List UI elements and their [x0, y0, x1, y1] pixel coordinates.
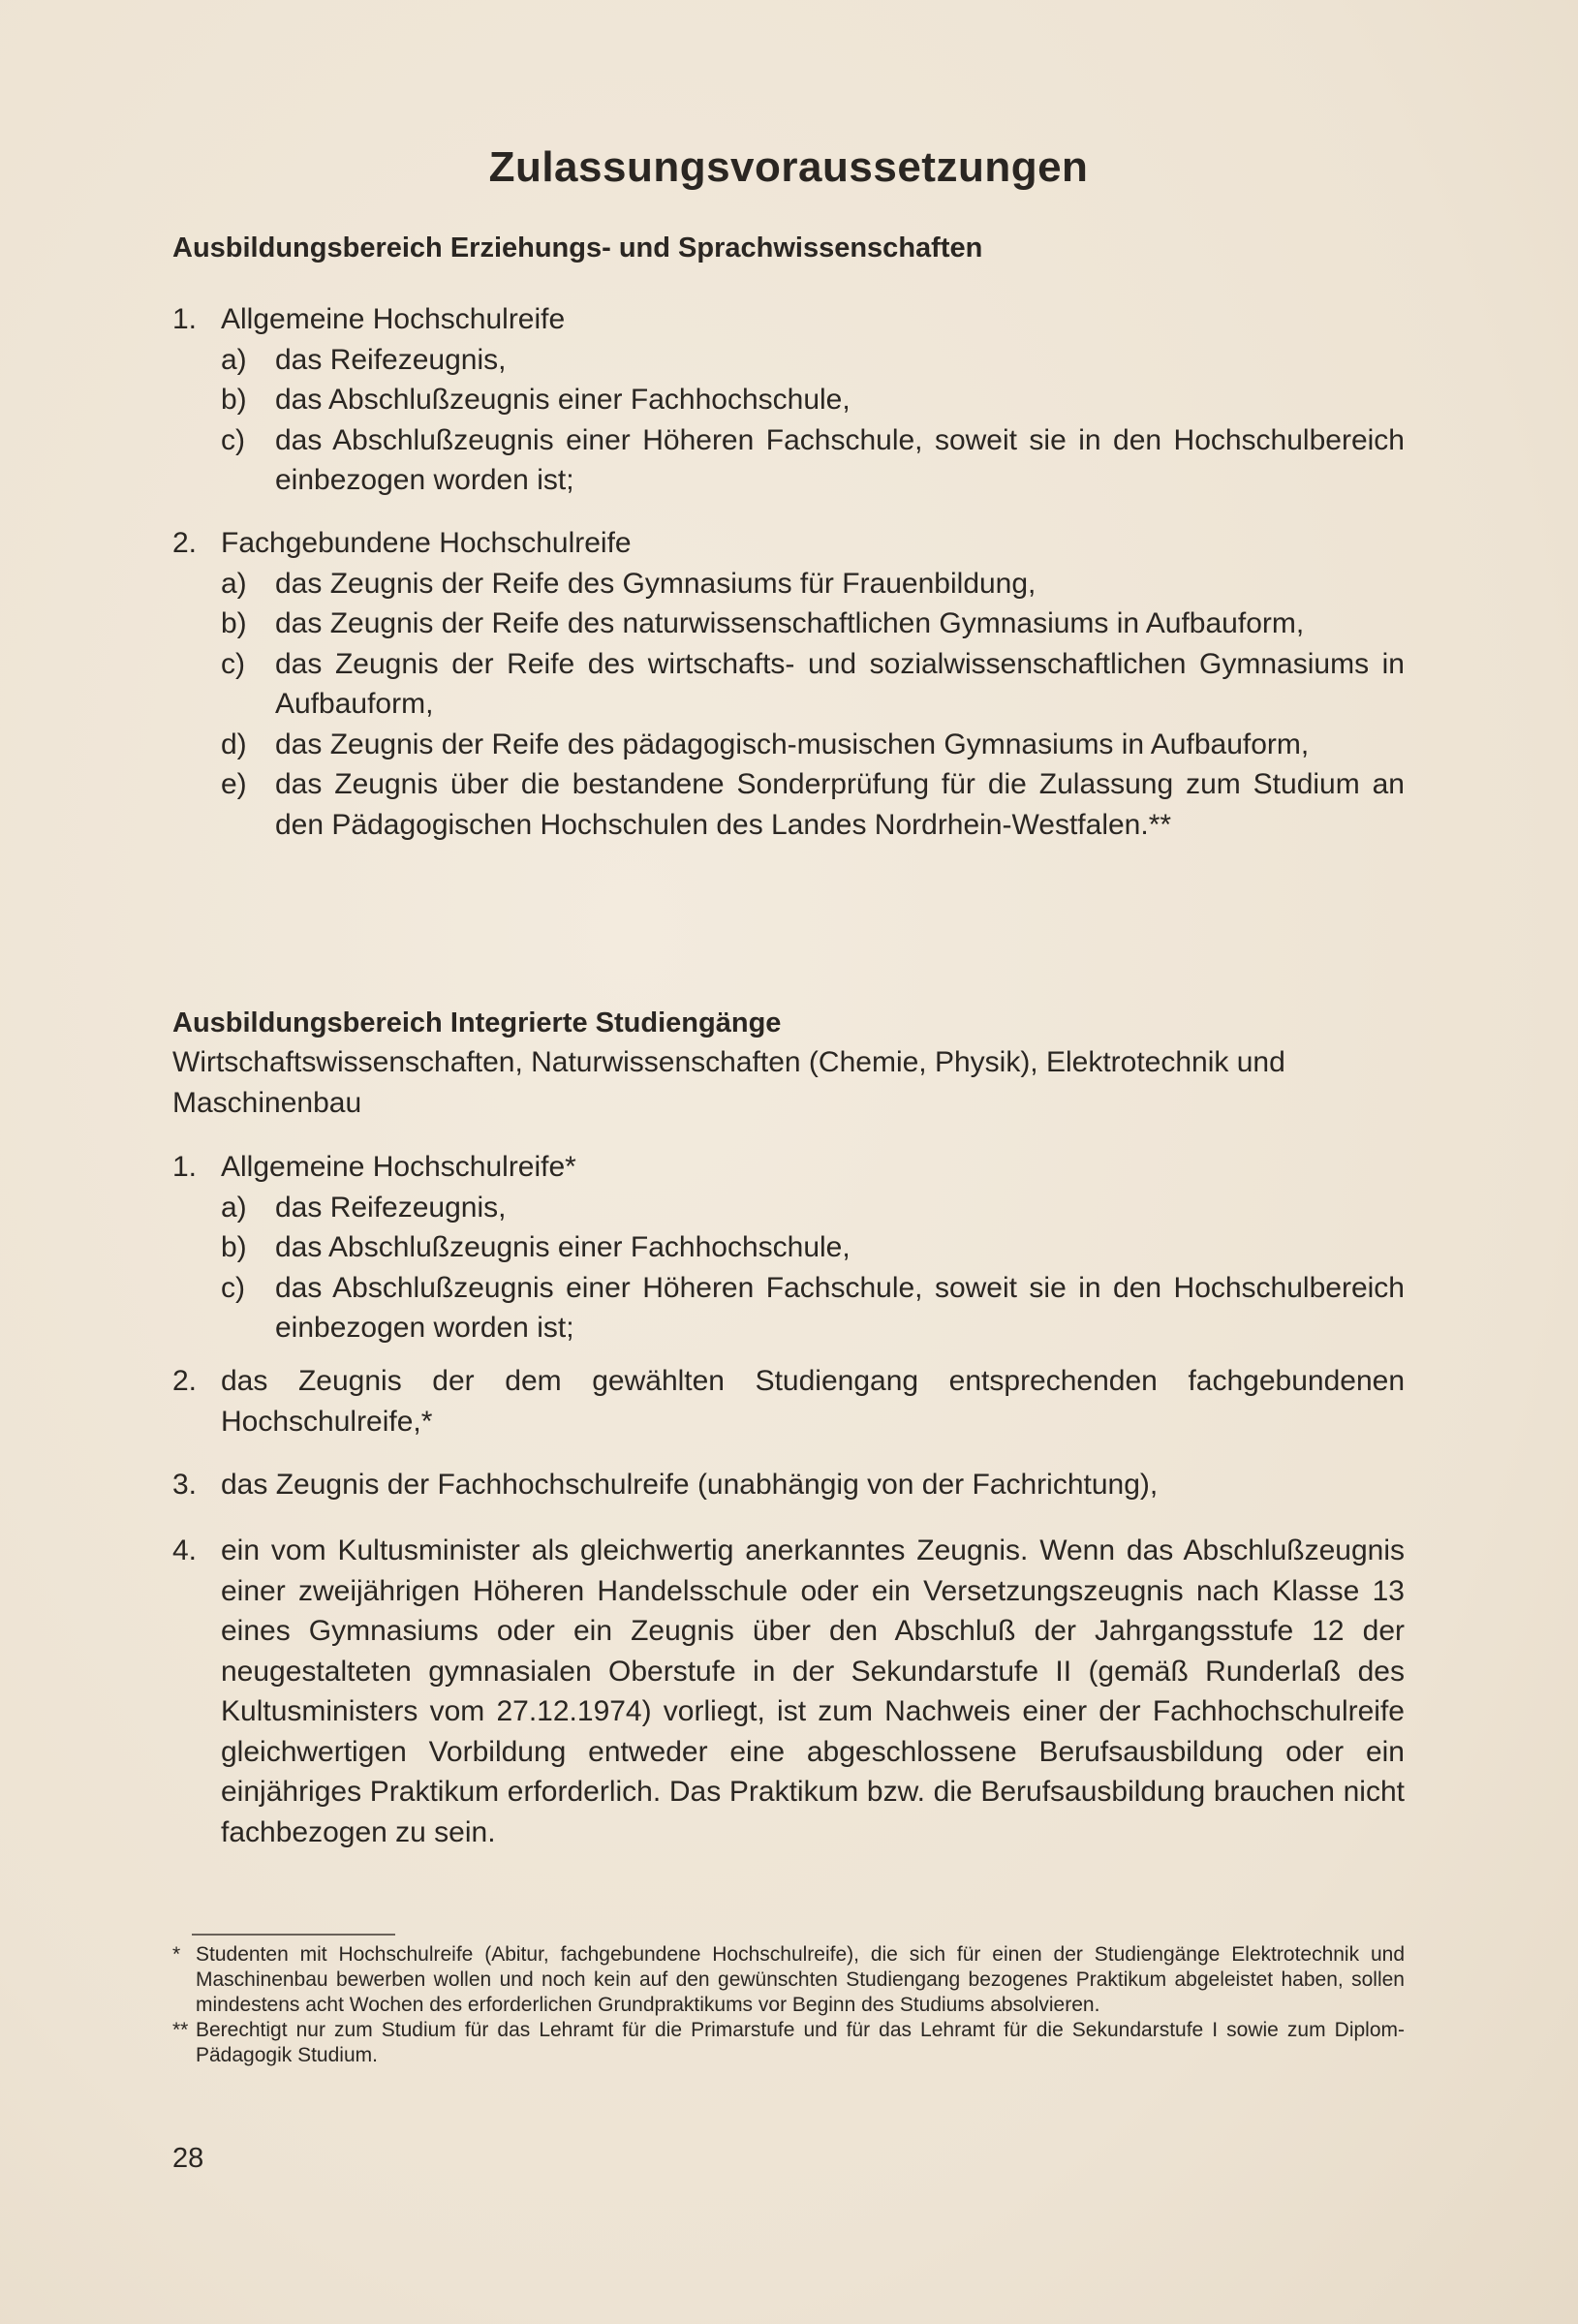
footnote-mark: ** [172, 2019, 189, 2041]
s2-item-4 [172, 1531, 1405, 1852]
item-text: das Abschlußzeugnis einer Höheren Fachschule, soweit sie in den Hochschulbereich einbezogen worden ist; [275, 423, 1405, 496]
item-text: das Abschlußzeugnis einer Höheren Fachschule, soweit sie in den Hochschulbereich einbezogen worden ist; [275, 1271, 1405, 1344]
item-letter: a) [221, 1191, 247, 1224]
item-letter: b) [221, 607, 247, 639]
item-label: Allgemeine Hochschulreife [221, 303, 566, 335]
list-item [172, 1227, 1405, 1268]
item-text: das Zeugnis der Reife des wirtschafts- und sozialwissenschaftlichen Gymnasiums in Aufbauform, [275, 647, 1405, 720]
list-item [172, 1188, 1405, 1228]
section-erziehungs-sprachwissenschaften [172, 229, 1405, 267]
section-integrierte-studiengaenge [172, 1004, 1405, 1124]
list-item [172, 420, 1405, 501]
item-text: das Zeugnis der Reife des naturwissenschaftlichen Gymnasiums in Aufbauform, [275, 607, 1305, 639]
s2-item-3 [172, 1465, 1405, 1505]
item-letter: d) [221, 728, 247, 760]
list-item [172, 1268, 1405, 1348]
item-letter: a) [221, 343, 247, 376]
list-item [172, 380, 1405, 420]
section-subheading: Wirtschaftswissenschaften, Naturwissenschaften (Chemie, Physik), Elektrotechnik und Maschinenbau [172, 1046, 1285, 1119]
section-heading: Ausbildungsbereich Erziehungs- und Sprachwissenschaften [172, 232, 983, 263]
item-text: das Abschlußzeugnis einer Fachhochschule, [275, 384, 851, 416]
item-letter: b) [221, 1231, 247, 1263]
item-text: das Zeugnis der Reife des Gymnasiums für Frauenbildung, [275, 567, 1037, 600]
list-item [172, 340, 1405, 381]
list-item [172, 604, 1405, 644]
item-text: das Abschlußzeugnis einer Fachhochschule, [275, 1231, 851, 1263]
item-text: ein vom Kultusminister als gleichwertig anerkanntes Zeugnis. Wenn das Abschlußzeugnis einer zweijährigen Höheren Handelsschule oder ein Versetzungszeugnis nach Klasse 13 eines Gymnasiums oder ein Zeugnis über den Abschluß der Jahrgangsstufe 12 der neugestalteten gymnasialen Oberstufe in der Sekundarstufe II (gemäß Runderlaß des Kultusministers vom 27.12.1974) vorliegt, ist zum Nachweis einer der Fachhochschulreife gleichwertigen Vorbildung entweder eine abgeschlossene Berufsausbildung oder ein einjähriges Praktikum erforderlich. Das Praktikum bzw. die Berufsausbildung brauchen nicht fachbezogen zu sein. [221, 1534, 1405, 1848]
footnote-text: Studenten mit Hochschulreife (Abitur, fachgebundene Hochschulreife), die sich für einen der Studiengänge Elektrotechnik und Maschinenbau bewerben wollen und noch kein auf den gewünschten Studiengang bezogenes Praktikum abgeleistet haben, sollen mindestens acht Wochen des erforderlichen Grundpraktikums vor Beginn des Studiums absolvieren. [196, 1943, 1405, 2016]
item-text: das Reifezeugnis, [275, 1191, 507, 1224]
list-item [172, 725, 1405, 765]
item-text: das Zeugnis der Fachhochschulreife (unabhängig von der Fachrichtung), [221, 1469, 1159, 1501]
item-label: Fachgebundene Hochschulreife [221, 527, 632, 559]
footnotes [172, 1942, 1405, 2068]
item-letter: a) [221, 567, 247, 600]
item-text: das Zeugnis der Reife des pädagogisch-musischen Gymnasiums in Aufbauform, [275, 728, 1310, 760]
s2-item-2 [172, 1361, 1405, 1441]
page-title: Zulassungsvoraussetzungen [488, 143, 1089, 191]
footnote-mark: * [172, 1943, 181, 1966]
list-item [172, 644, 1405, 725]
item-number: 1. [172, 303, 198, 335]
item-text: das Zeugnis der dem gewählten Studiengang entsprechenden fachgebundenen Hochschulreife,* [221, 1365, 1405, 1438]
s2-item-1 [172, 1147, 1405, 1348]
footnote-divider [192, 1934, 395, 1936]
item-letter: c) [221, 647, 245, 680]
item-number: 2. [172, 1365, 198, 1397]
item-number: 2. [172, 527, 198, 559]
list-item [172, 764, 1405, 845]
item-letter: b) [221, 384, 247, 416]
item-label: Allgemeine Hochschulreife* [221, 1151, 576, 1183]
section-heading: Ausbildungsbereich Integrierte Studiengänge [172, 1007, 782, 1038]
s1-item-1 [172, 299, 1405, 501]
footnote [172, 1942, 1405, 2018]
item-letter: c) [221, 423, 245, 456]
footnote-text: Berechtigt nur zum Studium für das Lehramt für die Primarstufe und für das Lehramt für die Sekundarstufe I sowie zum Diplom-Pädagogik Studium. [196, 2019, 1405, 2066]
item-number: 4. [172, 1534, 198, 1566]
list-item [172, 564, 1405, 604]
footnote [172, 2018, 1405, 2068]
item-text: das Reifezeugnis, [275, 343, 507, 376]
item-number: 3. [172, 1469, 198, 1501]
item-text: das Zeugnis über die bestandene Sonderprüfung für die Zulassung zum Studium an den Pädagogischen Hochschulen des Landes Nordrhein-Westfalen.** [275, 768, 1405, 841]
item-letter: e) [221, 768, 247, 800]
page-number: 28 [172, 2143, 204, 2174]
item-number: 1. [172, 1151, 198, 1183]
s1-item-2 [172, 523, 1405, 845]
item-letter: c) [221, 1271, 245, 1304]
